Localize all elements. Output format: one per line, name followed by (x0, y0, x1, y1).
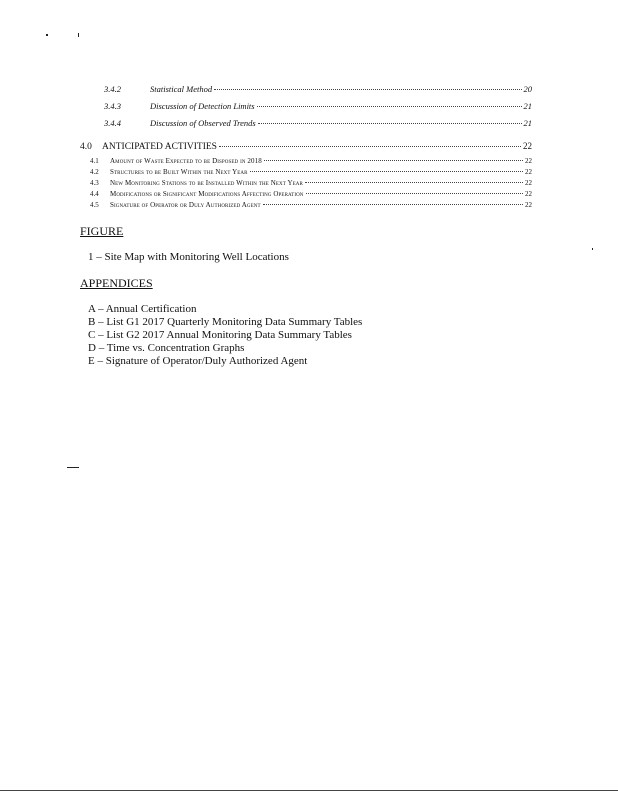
appendix-entry-e: E – Signature of Operator/Duly Authorized Agent (88, 355, 308, 367)
toc-page-number: 22 (523, 141, 532, 151)
appendix-entry-c: C – List G2 2017 Annual Monitoring Data Summary Tables (88, 329, 352, 341)
toc-entry-4-5 (90, 201, 532, 209)
dot-leader (214, 89, 521, 90)
toc-label: Amount of Waste Expected to be Disposed in 2018 (110, 157, 262, 165)
dot-leader (258, 123, 522, 124)
toc-page-number: 22 (525, 179, 532, 187)
toc-page-number: 22 (525, 201, 532, 209)
toc-entry-3-4-4 (104, 118, 532, 128)
toc-page-number: 20 (523, 84, 532, 94)
toc-label: Modifications or Significant Modifications Affecting Operation (110, 190, 304, 198)
toc-page-number: 22 (525, 157, 532, 165)
scan-edge-line (0, 790, 618, 791)
toc-entry-3-4-2 (104, 84, 532, 94)
toc-page-number: 22 (525, 190, 532, 198)
toc-label: ANTICIPATED ACTIVITIES (102, 142, 217, 152)
toc-number: 3.4.2 (104, 84, 121, 94)
appendices-heading: APPENDICES (80, 276, 153, 290)
toc-number: 4.1 (90, 157, 99, 165)
toc-label: Signature of Operator or Duly Authorized Agent (110, 201, 261, 209)
dot-leader (264, 160, 523, 161)
dot-leader (305, 182, 523, 183)
figure-entry: 1 – Site Map with Monitoring Well Locations (88, 251, 289, 263)
toc-number: 4.3 (90, 179, 99, 187)
toc-label: Discussion of Detection Limits (150, 101, 255, 111)
figure-heading: FIGURE (80, 224, 124, 238)
scan-speck (46, 34, 48, 36)
dot-leader (257, 106, 522, 107)
toc-entry-4-2 (90, 168, 532, 176)
appendix-entry-a: A – Annual Certification (88, 303, 197, 315)
toc-label: New Monitoring Stations to be Installed Within the Next Year (110, 179, 303, 187)
toc-entry-3-4-3 (104, 101, 532, 111)
appendix-entry-d: D – Time vs. Concentration Graphs (88, 342, 245, 354)
toc-number: 3.4.3 (104, 101, 121, 111)
toc-number: 4.2 (90, 168, 99, 176)
toc-entry-4-0 (80, 141, 532, 152)
scan-speck (592, 248, 593, 250)
toc-number: 3.4.4 (104, 118, 121, 128)
toc-page-number: 22 (525, 168, 532, 176)
toc-label: Statistical Method (150, 84, 213, 94)
toc-entry-4-4 (90, 190, 532, 198)
dot-leader (263, 204, 523, 205)
appendix-entry-b: B – List G1 2017 Quarterly Monitoring Data Summary Tables (88, 316, 363, 328)
dot-leader (219, 146, 521, 147)
toc-page-number: 21 (523, 118, 532, 128)
toc-number: 4.4 (90, 190, 99, 198)
scan-speck (78, 33, 79, 37)
toc-entry-4-3 (90, 179, 532, 187)
scan-speck (67, 467, 79, 468)
toc-label: Discussion of Observed Trends (150, 118, 256, 128)
toc-number: 4.0 (80, 142, 92, 152)
dot-leader (250, 171, 523, 172)
toc-number: 4.5 (90, 201, 99, 209)
toc-entry-4-1 (90, 157, 532, 165)
dot-leader (306, 193, 523, 194)
toc-label: Structures to be Built Within the Next Year (110, 168, 248, 176)
toc-page-number: 21 (523, 101, 532, 111)
